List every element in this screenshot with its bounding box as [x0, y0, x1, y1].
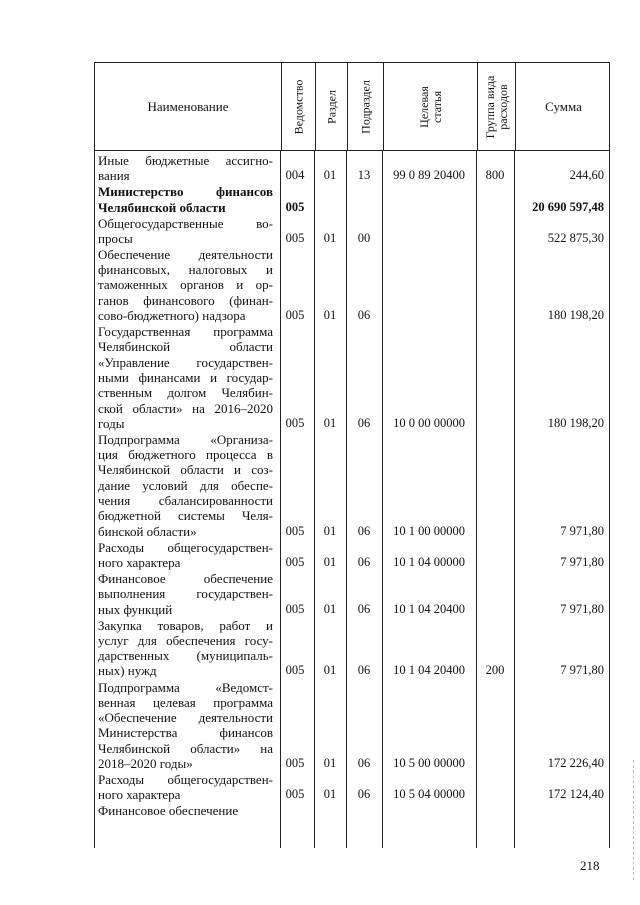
row-summa: 7 971,80 — [560, 663, 604, 678]
table-row — [94, 803, 610, 818]
row-summa: 172 226,40 — [547, 756, 604, 770]
header-celevaya-line1: Целевая — [416, 85, 431, 128]
header-cell-podrazdel — [347, 63, 383, 150]
row-podrazdel: 13 — [357, 168, 371, 183]
row-vedomstvo: 005 — [285, 601, 305, 616]
row-name-line: ция бюджетного процесса в — [98, 447, 273, 463]
row-celevaya: 10 5 04 00000 — [393, 787, 465, 802]
row-name-line: чения сбалансированности — [98, 493, 273, 509]
row-vedomstvo: 005 — [285, 523, 305, 538]
row-name-line: Челябинской области — [98, 339, 273, 355]
row-name-line: Иные бюджетные ассигно- — [98, 153, 273, 168]
row-name — [98, 772, 273, 803]
row-summa: 180 198,20 — [547, 308, 604, 323]
row-podrazdel: 06 — [357, 663, 371, 678]
row-name-line: выполнения государствен- — [98, 586, 273, 602]
row-gruppa: 200 — [485, 663, 505, 678]
header-cell-gruppa — [477, 63, 515, 150]
row-podrazdel: 06 — [357, 554, 371, 569]
row-name-line: Министерства финансов — [98, 725, 273, 741]
row-razdel: 01 — [323, 168, 337, 183]
row-summa: 7 971,80 — [560, 523, 604, 538]
row-podrazdel: 06 — [357, 787, 371, 802]
row-name-line: Министерство финансов — [98, 184, 273, 200]
row-podrazdel: 06 — [357, 308, 371, 323]
row-podrazdel: 06 — [357, 756, 371, 770]
row-vedomstvo: 005 — [285, 787, 305, 802]
row-vedomstvo: 005 — [285, 199, 305, 214]
row-podrazdel: 06 — [357, 523, 371, 538]
row-celevaya: 10 1 00 00000 — [393, 523, 465, 538]
row-razdel: 01 — [323, 554, 337, 569]
row-razdel: 01 — [323, 601, 337, 616]
row-razdel: 01 — [323, 230, 337, 245]
table-row — [94, 772, 610, 803]
row-name-line: годы — [98, 415, 125, 431]
row-celevaya: 10 5 00 00000 — [393, 756, 465, 770]
row-name — [98, 184, 273, 215]
row-vedomstvo: 005 — [285, 230, 305, 245]
row-name-line: «Управление государствен- — [98, 354, 273, 370]
row-name — [98, 540, 273, 571]
row-name-line: Закупка товаров, работ и — [98, 617, 273, 633]
row-name-line: 2018–2020 годы» — [98, 755, 193, 771]
row-name-line: ганов финансового (финан- — [98, 292, 273, 308]
row-name-line: Челябинской области — [98, 199, 226, 215]
row-name-line: Финансовое обеспечение — [98, 571, 273, 586]
row-razdel: 01 — [323, 523, 337, 538]
row-summa: 244,60 — [569, 168, 604, 183]
row-name-line: ных) нужд — [98, 663, 157, 679]
row-vedomstvo: 005 — [285, 554, 305, 569]
row-name — [98, 432, 273, 539]
header-summa: Сумма — [545, 98, 582, 114]
row-name — [98, 571, 273, 617]
row-summa: 522 875,30 — [547, 230, 604, 245]
row-podrazdel: 06 — [357, 601, 371, 616]
header-celevaya-line2: статья — [429, 90, 444, 123]
row-razdel: 01 — [323, 415, 337, 430]
header-cell-razdel — [315, 63, 347, 150]
row-summa: 7 971,80 — [560, 554, 604, 569]
row-name-line: Расходы общегосударствен- — [98, 539, 273, 555]
header-gruppa-line1: Группа вида — [482, 75, 497, 138]
header-cell-summa — [515, 63, 611, 150]
row-name-line: ного характера — [98, 787, 181, 803]
header-gruppa-line2: расходов — [495, 83, 510, 130]
table-body — [94, 151, 610, 848]
row-name-line: Расходы общегосударствен- — [98, 772, 273, 787]
header-podrazdel: Подраздел — [357, 79, 372, 134]
row-razdel: 01 — [323, 756, 337, 770]
row-name-line: Общегосударственные во- — [98, 215, 273, 231]
table-row — [94, 247, 610, 324]
table-row — [94, 184, 610, 215]
table-row — [94, 432, 610, 539]
table-row — [94, 216, 610, 247]
row-name — [98, 216, 273, 247]
row-name-line: вания — [98, 168, 130, 184]
row-name-line: Челябинской области» на — [98, 740, 273, 756]
row-name-line: Обеспечение деятельности — [98, 246, 273, 262]
row-name-line: дание условий для обеспе- — [98, 477, 273, 493]
row-celevaya: 10 1 04 20400 — [393, 663, 465, 678]
row-summa: 7 971,80 — [560, 601, 604, 616]
row-name-line: ственным долгом Челябин- — [98, 385, 273, 401]
header-celevaya — [417, 86, 443, 128]
row-name-line: Подпрограмма «Ведомст- — [98, 679, 273, 695]
row-celevaya: 10 1 04 00000 — [393, 554, 465, 569]
table-row — [94, 153, 610, 184]
row-name-line: ного характера — [98, 554, 181, 570]
header-vedomstvo: Ведомство — [290, 79, 305, 134]
header-name: Наименование — [147, 98, 229, 114]
row-name-line: просы — [98, 230, 133, 246]
row-name-line: ными финансами и государ- — [98, 369, 273, 385]
row-name-line: Финансовое обеспечение — [98, 803, 239, 819]
row-name-line: бюджетной системы Челя- — [98, 508, 273, 524]
row-name-line: Челябинской области и соз- — [98, 462, 273, 478]
row-vedomstvo: 004 — [285, 168, 305, 183]
row-name — [98, 153, 273, 184]
row-podrazdel: 00 — [357, 230, 371, 245]
row-podrazdel: 06 — [357, 415, 371, 430]
row-summa: 20 690 597,48 — [532, 199, 604, 214]
row-celevaya: 10 0 00 00000 — [393, 415, 465, 430]
row-name — [98, 618, 273, 679]
row-razdel: 01 — [323, 308, 337, 323]
row-name-line: венная целевая программа — [98, 694, 273, 710]
row-name-line: таможенных органов и ор- — [98, 277, 273, 293]
table-row — [94, 618, 610, 679]
row-razdel: 01 — [323, 787, 337, 802]
header-gruppa — [483, 75, 509, 138]
row-name-line: бинской области» — [98, 523, 197, 539]
row-vedomstvo: 005 — [285, 415, 305, 430]
scan-artifact — [633, 760, 636, 880]
row-name-line: Государственная программа — [98, 324, 273, 340]
row-name-line: услуг для обеспечения госу- — [98, 632, 273, 648]
row-celevaya: 10 1 04 20400 — [393, 601, 465, 616]
row-name-line: ской области» на 2016–2020 — [98, 400, 273, 416]
header-cell-name — [95, 63, 281, 150]
row-razdel: 01 — [323, 663, 337, 678]
table-row — [94, 324, 610, 431]
row-vedomstvo: 005 — [285, 308, 305, 323]
row-vedomstvo: 005 — [285, 756, 305, 770]
page-number: 218 — [580, 858, 600, 873]
row-name — [98, 680, 273, 772]
row-name-line: ных функций — [98, 601, 173, 617]
table-row — [94, 540, 610, 571]
row-name — [98, 803, 273, 818]
row-gruppa: 800 — [485, 168, 505, 183]
header-cell-vedomstvo — [281, 63, 315, 150]
row-vedomstvo: 005 — [285, 663, 305, 678]
row-summa: 180 198,20 — [547, 415, 604, 430]
row-name-line: дарственных (муниципаль- — [98, 648, 273, 664]
row-name-line: «Обеспечение деятельности — [98, 710, 273, 726]
table-row — [94, 571, 610, 617]
row-name-line: Подпрограмма «Организа- — [98, 431, 273, 447]
row-name — [98, 324, 273, 431]
row-celevaya: 99 0 89 20400 — [393, 168, 465, 183]
header-cell-celevaya — [383, 63, 477, 150]
table-header — [94, 62, 610, 151]
row-name-line: сово-бюджетного) надзора — [98, 308, 246, 324]
row-name — [98, 247, 273, 323]
table-row — [94, 680, 610, 772]
row-name-line: финансовых, налоговых и — [98, 262, 273, 278]
header-razdel: Раздел — [323, 89, 338, 124]
row-summa: 172 124,40 — [547, 787, 604, 802]
